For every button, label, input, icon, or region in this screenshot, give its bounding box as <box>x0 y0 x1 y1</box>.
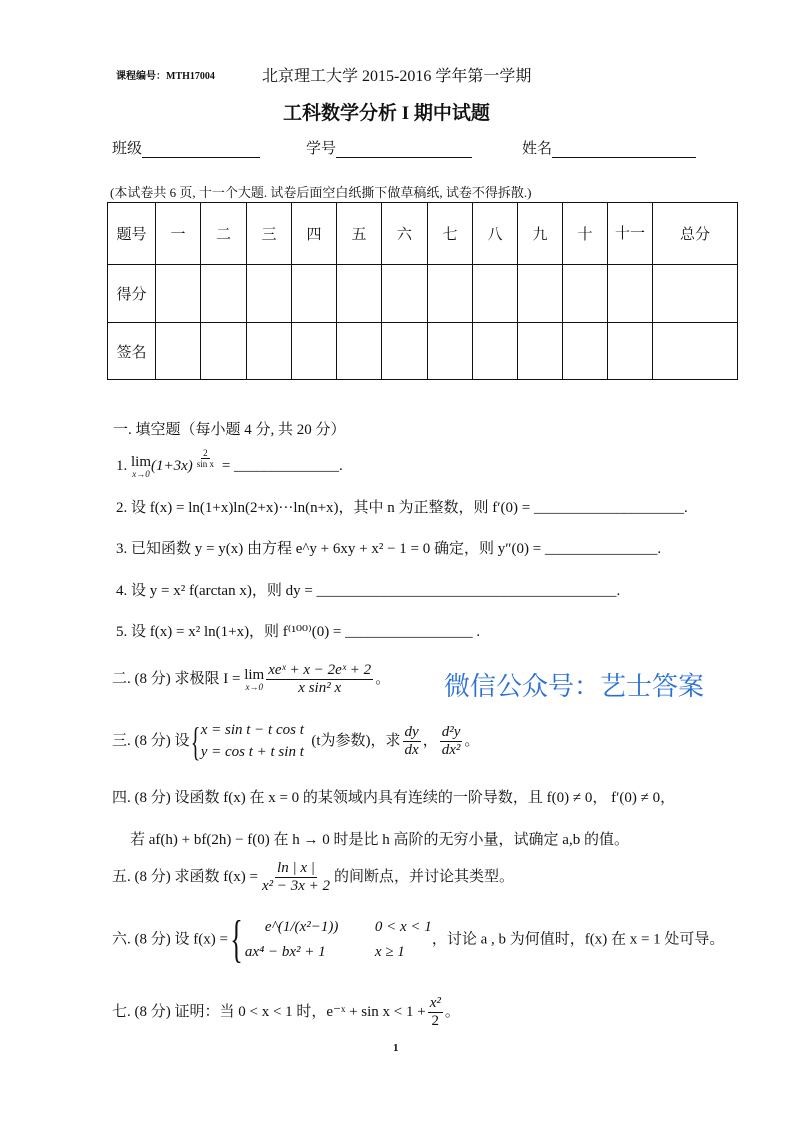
s2-label: 二. (8 分) 求极限 I = <box>112 671 241 688</box>
denominator: x sin² x <box>298 680 342 697</box>
table-cell: 五 <box>337 203 382 265</box>
q-num: 1. <box>116 458 128 474</box>
id-label: 学号 <box>306 141 337 157</box>
class-field <box>112 137 260 158</box>
tail: 。 <box>375 671 391 688</box>
exp-den: sin x <box>196 459 215 470</box>
lim-text: lim <box>244 666 265 683</box>
id-blank <box>336 141 472 158</box>
name-blank <box>552 141 696 158</box>
section7 <box>112 995 460 1031</box>
class-blank <box>142 141 260 158</box>
question-2 <box>116 496 688 517</box>
table-row <box>108 323 738 380</box>
denominator: x² − 3x + 2 <box>261 878 330 895</box>
s6-label: 六. (8 分) 设 f(x) = <box>112 931 228 948</box>
case1: e^(1/(x²−1)) <box>264 918 339 935</box>
score-table <box>107 202 738 380</box>
case2: ax⁴ − bx² + 1 <box>244 944 326 960</box>
section6 <box>112 911 725 968</box>
table-cell: 七 <box>428 203 473 265</box>
s7-label: 七. (8 分) 证明：当 0 < x < 1 时，e⁻ˣ + sin x < 1 + <box>112 1004 426 1021</box>
name-label: 姓名 <box>522 141 553 157</box>
class-label: 班级 <box>112 141 143 157</box>
course-code: 课程编号：MTH17004 <box>116 71 215 82</box>
fraction <box>260 860 332 896</box>
name-field <box>522 137 696 158</box>
table-cell: 十一 <box>608 203 653 265</box>
s3-label: 三. (8 分) 设 <box>112 733 190 750</box>
q-text: 设 f(x) = ln(1+x)ln(2+x)···ln(n+x)，其中 n 为正整数，则 f′(0) = ____________________. <box>131 500 688 516</box>
table-cell: 二 <box>201 203 247 265</box>
s5-label: 五. (8 分) 求函数 f(x) = <box>112 869 258 886</box>
table-cell: 总分 <box>653 203 738 265</box>
question-3 <box>116 537 661 558</box>
section4-line2: 若 af(h) + bf(2h) − f(0) 在 h → 0 时是比 h 高阶的无穷小量，试确定 a,b 的值。 <box>130 832 629 848</box>
numerator: d²y <box>440 724 463 742</box>
brace: { <box>230 911 243 968</box>
s3-mid: (t为参数)，求 <box>311 733 401 750</box>
table-cell: 签名 <box>108 323 156 380</box>
fraction <box>428 995 443 1031</box>
cond1: 0 < x < 1 <box>374 918 432 935</box>
q-num: 4. <box>116 583 128 599</box>
numerator: ln | x | <box>275 860 317 878</box>
page-number: 1 <box>393 1042 399 1054</box>
exam-title: 工科数学分析 I 期中试题 <box>283 103 490 124</box>
numerator: xeˣ + x − 2eˣ + 2 <box>266 662 373 680</box>
exp-num: 2 <box>203 448 208 458</box>
table-cell: 三 <box>247 203 292 265</box>
q-num: 2. <box>116 500 128 516</box>
section5 <box>112 860 514 896</box>
table-cell: 得分 <box>108 265 156 323</box>
limit <box>131 455 151 479</box>
watermark: 微信公众号：艺士答案 <box>444 672 705 702</box>
lim-sub: x→0 <box>132 468 150 479</box>
q-num: 3. <box>116 541 128 557</box>
section4-line1: 四. (8 分) 设函数 f(x) 在 x = 0 的某领域内具有连续的一阶导数，且 f(0) ≠ 0， f′(0) ≠ 0， <box>112 790 676 806</box>
question-5 <box>116 620 480 641</box>
university-term: 北京理工大学 2015-2016 学年第一学期 <box>262 68 532 85</box>
denominator: dx² <box>441 742 461 759</box>
section3 <box>112 720 479 764</box>
fraction <box>440 724 463 760</box>
tail: ，讨论 a , b 为何值时，f(x) 在 x = 1 处可导。 <box>431 931 725 948</box>
table-row <box>108 265 738 323</box>
section1-heading: 一. 填空题（每小题 4 分, 共 20 分） <box>113 422 346 438</box>
sep: ， <box>422 733 438 750</box>
eq1: x = sin t − t cos t <box>200 722 304 738</box>
numerator: dy <box>403 724 421 742</box>
table-header-row <box>108 203 738 265</box>
answer-blank: = ______________. <box>221 458 343 474</box>
lim-text: lim <box>131 453 152 470</box>
denominator: dx <box>404 742 419 759</box>
table-cell: 一 <box>156 203 201 265</box>
lim-sub: x→0 <box>245 681 263 692</box>
fraction <box>403 724 421 760</box>
fraction <box>266 662 373 698</box>
q-text: 设 y = x² f(arctan x)，则 dy = ________________________________________. <box>131 583 621 599</box>
equation-system <box>201 720 304 764</box>
tail: 。 <box>464 733 480 750</box>
numerator: x² <box>428 995 443 1013</box>
table-cell: 四 <box>292 203 337 265</box>
exponent <box>195 448 216 470</box>
table-cell: 六 <box>382 203 428 265</box>
table-cell: 八 <box>473 203 518 265</box>
piecewise <box>245 915 432 966</box>
limit <box>244 668 264 692</box>
denominator: 2 <box>431 1013 440 1030</box>
question-1 <box>116 448 343 479</box>
tail: 的间断点，并讨论其类型。 <box>334 869 515 886</box>
q-text: 设 f(x) = x² ln(1+x)，则 f⁽¹⁰⁰⁾(0) = _________________ . <box>131 624 481 640</box>
id-field <box>306 137 472 158</box>
base: (1+3x) <box>151 458 193 474</box>
q-num: 5. <box>116 624 128 640</box>
cond2: x ≥ 1 <box>374 944 405 960</box>
brace: { <box>190 718 200 764</box>
eq2: y = cos t + t sin t <box>200 743 304 760</box>
section2 <box>112 662 390 698</box>
tail: 。 <box>444 1004 460 1021</box>
table-cell: 十 <box>563 203 608 265</box>
table-cell: 题号 <box>108 203 156 265</box>
question-4 <box>116 579 620 600</box>
exam-note: (本试卷共 6 页, 十一个大题. 试卷后面空白纸撕下做草稿纸, 试卷不得拆散.) <box>110 185 532 200</box>
table-cell: 九 <box>518 203 563 265</box>
q-text: 已知函数 y = y(x) 由方程 e^y + 6xy + x² − 1 = 0 确定，则 y″(0) = _______________. <box>131 541 662 557</box>
